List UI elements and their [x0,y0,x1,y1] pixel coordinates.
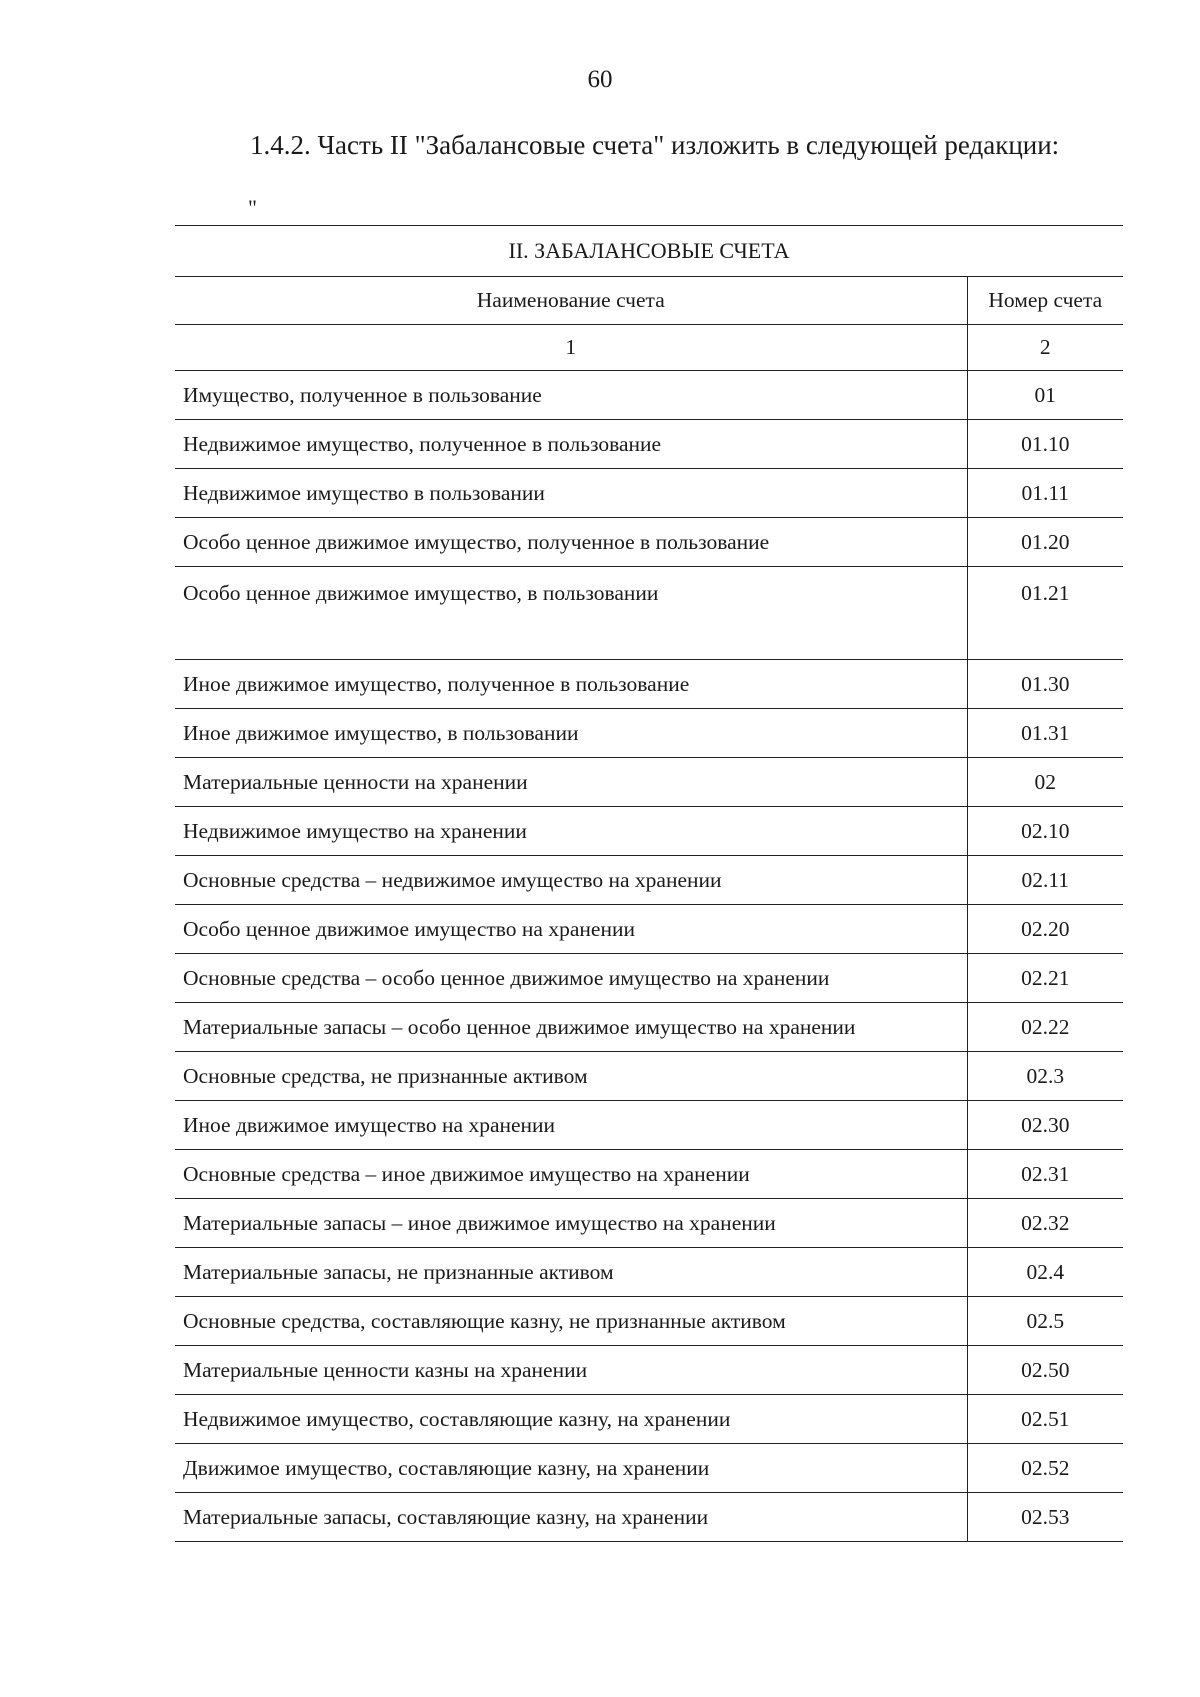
table-row [175,1101,1123,1150]
account-number-cell: 02.30 [967,1101,1123,1150]
account-number-cell: 01 [967,371,1123,420]
intro-paragraph: 1.4.2. Часть II "Забалансовые счета" изложить в следующей редакции: [250,130,1060,160]
account-name-cell: Основные средства – особо ценное движимое имущество на хранении [175,954,967,1003]
account-number-cell: 02.53 [967,1493,1123,1542]
account-name-cell: Иное движимое имущество, полученное в пользование [175,660,967,709]
account-number-cell: 02.4 [967,1248,1123,1297]
table-row [175,905,1123,954]
column-index-row [175,325,1123,371]
page-number: 60 [587,66,613,93]
table-row [175,469,1123,518]
header-account-name: Наименование счета [175,277,967,325]
table-row [175,1003,1123,1052]
account-name-cell: Недвижимое имущество в пользовании [175,469,967,518]
off-balance-accounts-table [175,225,1123,1542]
header-account-number: Номер счета [967,277,1123,325]
account-name-cell: Особо ценное движимое имущество, полученное в пользование [175,518,967,567]
table-row [175,1199,1123,1248]
account-name-cell: Недвижимое имущество, составляющие казну, на хранении [175,1395,967,1444]
account-number-cell: 01.10 [967,420,1123,469]
table-row [175,567,1123,660]
account-name-cell: Материальные запасы, составляющие казну, на хранении [175,1493,967,1542]
table-row [175,1493,1123,1542]
account-name-cell: Материальные запасы – иное движимое имущество на хранении [175,1199,967,1248]
account-number-cell: 02 [967,758,1123,807]
account-name-cell: Основные средства, не признанные активом [175,1052,967,1101]
off-balance-accounts-table-container [175,225,1123,1542]
account-number-cell: 02.22 [967,1003,1123,1052]
table-row [175,758,1123,807]
account-number-cell: 02.51 [967,1395,1123,1444]
table-row [175,1248,1123,1297]
account-name-cell: Особо ценное движимое имущество, в пользовании [175,567,967,660]
account-name-cell: Материальные запасы – особо ценное движимое имущество на хранении [175,1003,967,1052]
account-name-cell: Особо ценное движимое имущество на хранении [175,905,967,954]
account-number-cell: 02.52 [967,1444,1123,1493]
table-row [175,856,1123,905]
table-row [175,807,1123,856]
account-name-cell: Имущество, полученное в пользование [175,371,967,420]
account-number-cell: 02.50 [967,1346,1123,1395]
column-index-name: 1 [175,325,967,371]
account-name-cell: Материальные ценности на хранении [175,758,967,807]
table-caption-row [175,226,1123,277]
account-name-cell: Недвижимое имущество, полученное в пользование [175,420,967,469]
account-number-cell: 02.31 [967,1150,1123,1199]
account-number-cell: 01.11 [967,469,1123,518]
account-name-cell: Основные средства – иное движимое имущество на хранении [175,1150,967,1199]
account-number-cell: 01.20 [967,518,1123,567]
account-name-cell: Материальные ценности казны на хранении [175,1346,967,1395]
account-number-cell: 01.31 [967,709,1123,758]
account-name-cell: Основные средства – недвижимое имущество на хранении [175,856,967,905]
account-number-cell: 02.11 [967,856,1123,905]
account-name-cell: Иное движимое имущество на хранении [175,1101,967,1150]
account-number-cell: 02.3 [967,1052,1123,1101]
table-row [175,709,1123,758]
table-row [175,1297,1123,1346]
account-number-cell: 01.30 [967,660,1123,709]
opening-quote-mark: " [248,195,257,220]
table-row [175,420,1123,469]
account-name-cell: Материальные запасы, не признанные активом [175,1248,967,1297]
account-number-cell: 02.32 [967,1199,1123,1248]
table-row [175,1052,1123,1101]
table-caption: II. ЗАБАЛАНСОВЫЕ СЧЕТА [175,226,1123,277]
table-header-row [175,277,1123,325]
account-number-cell: 02.10 [967,807,1123,856]
account-name-cell: Недвижимое имущество на хранении [175,807,967,856]
account-number-cell: 02.5 [967,1297,1123,1346]
account-number-cell: 02.20 [967,905,1123,954]
account-number-cell: 01.21 [967,567,1123,660]
table-row [175,660,1123,709]
table-row [175,518,1123,567]
table-row [175,371,1123,420]
table-row [175,1150,1123,1199]
table-row [175,1346,1123,1395]
column-index-number: 2 [967,325,1123,371]
table-row [175,1444,1123,1493]
account-name-cell: Движимое имущество, составляющие казну, на хранении [175,1444,967,1493]
account-number-cell: 02.21 [967,954,1123,1003]
table-row [175,1395,1123,1444]
account-name-cell: Основные средства, составляющие казну, не признанные активом [175,1297,967,1346]
account-name-cell: Иное движимое имущество, в пользовании [175,709,967,758]
table-row [175,954,1123,1003]
